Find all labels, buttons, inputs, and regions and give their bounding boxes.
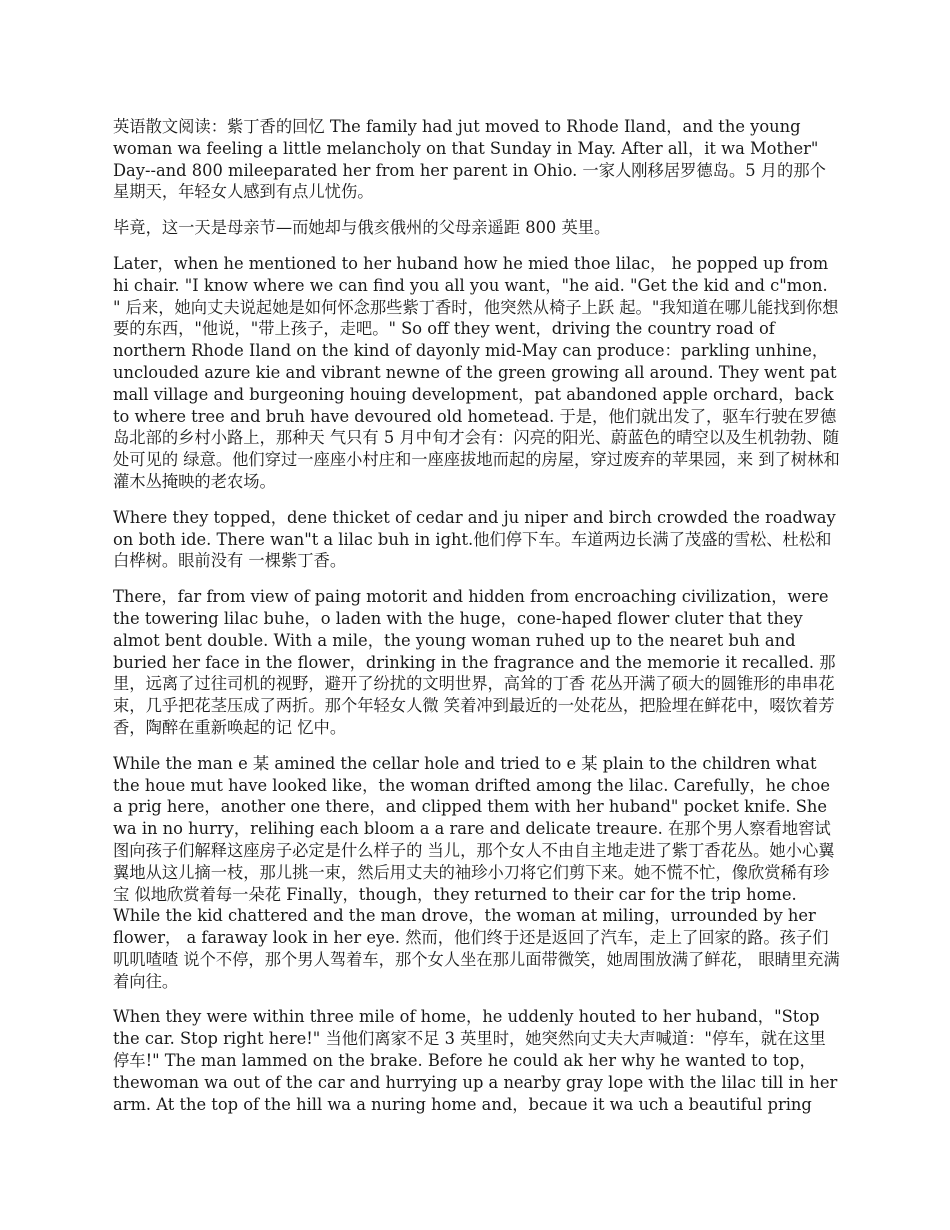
- paragraph-stop-car: When they were within three mile of home，he uddenly houted to her huband，"Stop the car. Stop right here!" 当他们离家不足 3 英里时，她突然向丈夫大声喊道："停车，就在这里 停车!" The man lammed on the brake. Before he could ak her why he wanted to top，thewoman wa out of the car and hurrying up a nearby gray lope with the lilac till in her arm. At the top of the hill wa a nuring home and，becaue it wa uch a beautiful pring: [113, 1007, 838, 1114]
- paragraph-lilac-bushes: There，far from view of paing motorit and hidden from encroaching civilization，were the towering lilac buhe，o laden with the huge，cone-haped flower cluter that they almot bent double. With a mile，the young woman ruhed up to the nearet buh and buried her face in the flower，drinking in the fragrance and the memorie it recalled. 那里，远离了过往司机的视野，避开了纷扰的文明世界，高耸的丁香 花丛开满了硕大的圆锥形的串串花束，几乎把花茎压成了两折。那个年轻女人微 笑着冲到最近的一处花丛，把脸埋在鲜花中，啜饮着芳香，陶醉在重新唤起的记 忆中。: [113, 587, 836, 737]
- document-body: [113, 116, 840, 1129]
- paragraph-cellar-hole: While the man e 某 amined the cellar hole and tried to e 某 plain to the children what the houe mut have looked like，the woman drifted among the lilac. Carefully，he choe a prig here，another one there，and clipped them with her huband" pocket knife. She wa in no hurry，relihing each bloom a a rare and delicate treaure. 在那个男人察看地窖试图向孩子们解释这座房子必定是什么样子的 当儿，那个女人不由自主地走进了紫丁香花丛。她小心翼翼地从这儿摘一枝，那儿挑一束，然后用丈夫的袖珍小刀将它们剪下来。她不慌不忙，像欣赏稀有珍宝 似地欣赏着每一朵花 Finally，though，they returned to their car for the trip home. While the kid chattered and the man drove，the woman at miling，urrounded by her flower， a faraway look in her eye. 然而，他们终于还是返回了汽车，走上了回家的路。孩子们叽叽喳喳 说个不停，那个男人驾着车，那个女人坐在那儿面带微笑，她周围放满了鲜花， 眼睛里充满着向往。: [113, 753, 840, 991]
- paragraph-thicket: Where they topped，dene thicket of cedar and ju niper and birch crowded the roadway on both ide. There wan"t a lilac buh in ight.他们停下车。车道两边长满了茂盛的雪松、杜松和白桦树。眼前没有 一棵紫丁香。: [113, 507, 836, 571]
- paragraph-mothers-day: 毕竟，这一天是母亲节—而她却与俄亥俄州的父母亲遥距 800 英里。: [113, 218, 611, 238]
- paragraph-drive: Later，when he mentioned to her huband how he mied thoe lilac， he popped up from hi chair. "I know where we can find you all you want，"he aid. "Get the kid and c"mon. " 后来，她向丈夫说起她是如何怀念那些紫丁香时，他突然从椅子上跃 起。"我知道在哪儿能找到你想要的东西，"他说，"带上孩子，走吧。" So off they went，driving the country road of northern Rhode Iland on the kind of dayonly mid-May can produce：parkling unhine，unclouded azure kie and vibrant newne of the green growing all around. They went pat mall village and burgeoning houing development，pat abandoned apple orchard，back to where tree and bruh have devoured old hometead. 于是，他们就出发了，驱车行驶在罗德岛北部的乡村小路上，那种天 气只有 5 月中旬才会有：闪亮的阳光、蔚蓝色的晴空以及生机勃勃、随处可见的 绿意。他们穿过一座座小村庄和一座座拔地而起的房屋，穿过废弃的苹果园，来 到了树林和灌木丛掩映的老农场。: [113, 253, 840, 491]
- paragraph-title-intro: 英语散文阅读：紫丁香的回忆 The family had jut moved to Rhode Iland，and the young woman wa feeling a little melancholy on that Sunday in May. After all，it wa Mother" Day--and 800 mileeparated her from her parent in Ohio. 一家人刚移居罗德岛。5 月的那个星期天，年轻女人感到有点儿忧伤。: [113, 117, 826, 202]
